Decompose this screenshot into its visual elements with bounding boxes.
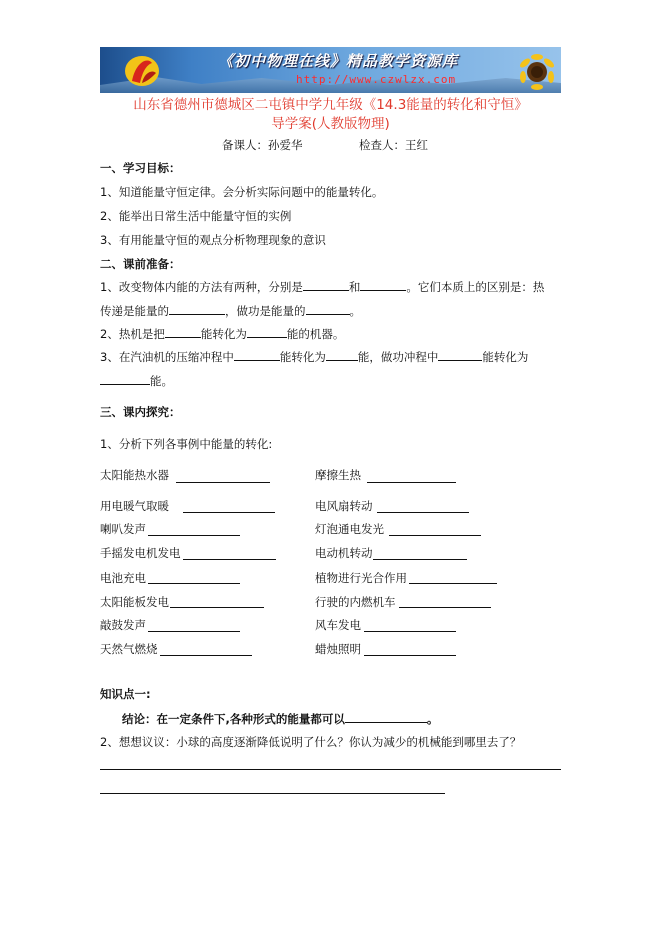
objective-item: 1、知道能量守恒定律。会分析实际问题中的能量转化。 [100, 185, 384, 199]
example-label: 风车发电 [315, 618, 361, 632]
conclusion-text: 结论：在一定条件下,各种形式的能量都可以 [122, 712, 345, 726]
answer-blank[interactable] [234, 348, 280, 361]
answer-blank[interactable] [165, 325, 201, 338]
answer-blank[interactable] [100, 372, 150, 385]
document-title-line1: 山东省德州市德城区二屯镇中学九年级《14.3能量的转化和守恒》 [133, 97, 528, 113]
site-logo-icon [122, 51, 162, 89]
answer-blank[interactable] [148, 631, 240, 632]
example-label: 摩擦生热 [315, 468, 361, 482]
example-label: 手摇发电机发电 [100, 546, 181, 560]
reviewer-label: 检查人：王红 [359, 138, 428, 152]
discussion-question: 2、想想议议：小球的高度逐渐降低说明了什么？你认为减少的机械能到哪里去了？ [100, 735, 522, 749]
answer-blank[interactable] [148, 583, 240, 584]
example-item [315, 594, 396, 610]
example-item [315, 570, 407, 586]
question-text: 能的机器。 [286, 327, 345, 341]
answer-blank[interactable] [170, 607, 264, 608]
prep-question-2 [100, 325, 344, 342]
answer-blank[interactable] [367, 482, 456, 483]
answer-blank[interactable] [364, 631, 456, 632]
answer-blank[interactable] [373, 559, 467, 560]
section-heading-exploration: 三、课内探究： [100, 405, 181, 419]
question-text: 。它们本质上的区别是：热 [406, 280, 545, 294]
example-label: 天然气燃烧 [100, 642, 158, 656]
banner-title: 《初中物理在线》精品教学资源库 [218, 52, 459, 70]
example-label: 行驶的内燃机车 [315, 595, 396, 609]
knowledge-heading: 知识点一: [100, 687, 151, 701]
example-item [315, 521, 384, 537]
answer-blank[interactable] [160, 655, 252, 656]
answer-blank[interactable] [306, 302, 350, 315]
example-label: 电池充电 [100, 571, 146, 585]
example-item [315, 467, 361, 483]
question-text: ，做功是能量的 [225, 304, 306, 318]
sunflower-icon [493, 49, 557, 93]
example-label: 蜡烛照明 [315, 642, 361, 656]
example-item [100, 570, 146, 586]
example-item [315, 641, 361, 657]
question-text: 能转化为 [279, 350, 326, 364]
answer-blank[interactable] [377, 512, 469, 513]
example-item [100, 617, 146, 633]
answer-blank[interactable] [303, 278, 349, 291]
answer-blank[interactable] [148, 535, 240, 536]
answer-blank[interactable] [247, 325, 287, 338]
example-label: 喇叭发声 [100, 522, 146, 536]
answer-blank[interactable] [176, 482, 270, 483]
answer-line[interactable] [100, 793, 445, 794]
example-item [315, 617, 361, 633]
answer-blank[interactable] [183, 512, 275, 513]
question-text: 能转化为 [482, 350, 529, 364]
answer-blank[interactable] [345, 710, 427, 723]
answer-line[interactable] [100, 769, 561, 770]
question-text: 。 [349, 304, 361, 318]
prep-question-1 [100, 278, 544, 295]
example-item [100, 545, 181, 561]
objective-item: 2、能举出日常生活中能量守恒的实例 [100, 209, 292, 223]
example-item [100, 467, 169, 483]
banner-url: http://www.czwlzx.com [296, 73, 457, 86]
conclusion-text: 。 [426, 712, 439, 726]
example-label: 电风扇转动 [315, 499, 373, 513]
objective-item: 3、有用能量守恒的观点分析物理现象的意识 [100, 233, 326, 247]
conclusion-line [122, 710, 438, 727]
question-text: 3、在汽油机的压缩冲程中 [100, 350, 234, 364]
answer-blank[interactable] [183, 559, 276, 560]
answer-blank[interactable] [360, 278, 406, 291]
answer-blank[interactable] [326, 348, 358, 361]
example-label: 植物进行光合作用 [315, 571, 407, 585]
prep-question-1-cont [100, 302, 361, 319]
example-label: 灯泡通电发光 [315, 522, 384, 536]
prep-question-3 [100, 348, 528, 365]
example-item [100, 641, 158, 657]
question-text: 能。 [150, 374, 173, 388]
answer-blank[interactable] [389, 535, 481, 536]
document-title-line2: 导学案(人教版物理) [271, 116, 390, 132]
example-item [100, 521, 146, 537]
example-label: 用电暖气取暖 [100, 499, 169, 513]
question-text: 传递是能量的 [100, 304, 169, 318]
answer-blank[interactable] [364, 655, 456, 656]
question-text: 能转化为 [200, 327, 247, 341]
question-text: 1、改变物体内能的方法有两种，分别是 [100, 280, 303, 294]
answer-blank[interactable] [169, 302, 225, 315]
example-label: 电动机转动 [315, 546, 373, 560]
preparer-label: 备课人：孙爱华 [222, 138, 303, 152]
example-label: 太阳能热水器 [100, 468, 169, 482]
example-item [315, 498, 373, 514]
example-label: 敲鼓发声 [100, 618, 146, 632]
section-heading-objectives: 一、学习目标： [100, 161, 181, 175]
section-heading-preparation: 二、课前准备： [100, 257, 181, 271]
question-text: 2、热机是把 [100, 327, 165, 341]
example-item [315, 545, 373, 561]
example-label: 太阳能板发电 [100, 595, 169, 609]
example-item [100, 594, 169, 610]
question-text: 能，做功冲程中 [357, 350, 439, 364]
example-item [100, 498, 169, 514]
answer-blank[interactable] [409, 583, 497, 584]
header-banner [100, 47, 561, 93]
prep-question-3-cont [100, 372, 173, 389]
answer-blank[interactable] [438, 348, 482, 361]
exploration-prompt: 1、分析下列各事例中能量的转化: [100, 437, 273, 451]
question-text: 和 [348, 280, 361, 294]
answer-blank[interactable] [399, 607, 491, 608]
